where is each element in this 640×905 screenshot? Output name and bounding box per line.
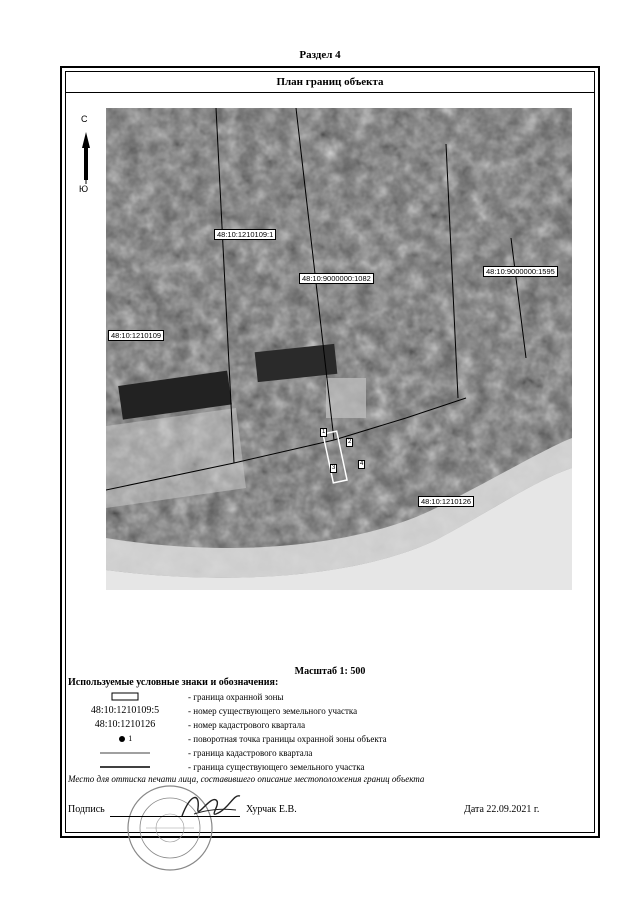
- legend-desc: - граница кадастрового квартала: [188, 748, 313, 758]
- stamp-place-note: Место для оттиска печати лица, составившего описание местоположения границ объекта: [68, 774, 425, 784]
- signature-label: Подпись: [68, 804, 105, 815]
- legend-item: [66, 732, 606, 746]
- section-title: Раздел 4: [299, 49, 341, 61]
- map-imagery: [106, 108, 572, 590]
- legend-symbol: [66, 732, 184, 746]
- legend-title: Используемые условные знаки и обозначения:: [68, 677, 279, 688]
- handwritten-signature-icon: [176, 786, 246, 826]
- document-frame: [60, 66, 600, 838]
- legend-symbol: 48:10:1210126: [94, 719, 156, 730]
- quarter-label: 48:10:1210126: [418, 496, 474, 507]
- legend-point-number: 1: [128, 734, 133, 743]
- protection-zone-icon: [111, 692, 139, 702]
- compass-north-label: С: [81, 114, 88, 124]
- legend-desc: - граница охранной зоны: [188, 692, 284, 702]
- legend-desc: - номер кадастрового квартала: [188, 720, 306, 730]
- legend-desc: - номер существующего земельного участка: [188, 706, 358, 716]
- legend-symbol: [66, 690, 184, 704]
- legend-desc: - поворотная точка границы охранной зоны объекта: [188, 734, 387, 744]
- legend-item: [66, 746, 606, 760]
- compass-rose: [78, 114, 94, 198]
- plan-header: План границ объекта: [66, 72, 594, 93]
- legend-symbol: [66, 746, 184, 760]
- legend-item: [66, 760, 606, 774]
- legend-symbol: [66, 760, 184, 774]
- legend-item: [66, 704, 606, 718]
- legend-item: [66, 718, 606, 732]
- document-date: Дата 22.09.2021 г.: [464, 804, 540, 815]
- legend: [66, 690, 606, 774]
- parcel-label: 48:10:9000000:1595: [483, 266, 558, 277]
- turning-point-label: 4: [360, 461, 364, 467]
- parcel-boundary-icon: [100, 764, 150, 770]
- legend-item: [66, 690, 606, 704]
- quarter-label: 48:10:1210109: [108, 330, 164, 341]
- turning-point-label: 2: [348, 439, 352, 445]
- parcel-label: 48:10:9000000:1082: [299, 273, 374, 284]
- legend-desc: - граница существующего земельного участка: [188, 762, 365, 772]
- compass-south-label: Ю: [79, 184, 89, 194]
- satellite-map: [106, 108, 572, 590]
- turning-point-icon: [118, 735, 126, 743]
- parcel-label: 48:10:1210109:1: [214, 229, 276, 240]
- legend-symbol: 48:10:1210109:5: [90, 705, 160, 716]
- signature-line: [110, 816, 240, 817]
- signer-name: Хурчак Е.В.: [246, 804, 297, 815]
- frame-inner: [65, 71, 595, 833]
- quarter-boundary-icon: [100, 750, 150, 756]
- map-scale: Масштаб 1: 500: [294, 666, 366, 677]
- turning-point-label: 1: [322, 429, 326, 435]
- turning-point-label: 3: [332, 465, 336, 471]
